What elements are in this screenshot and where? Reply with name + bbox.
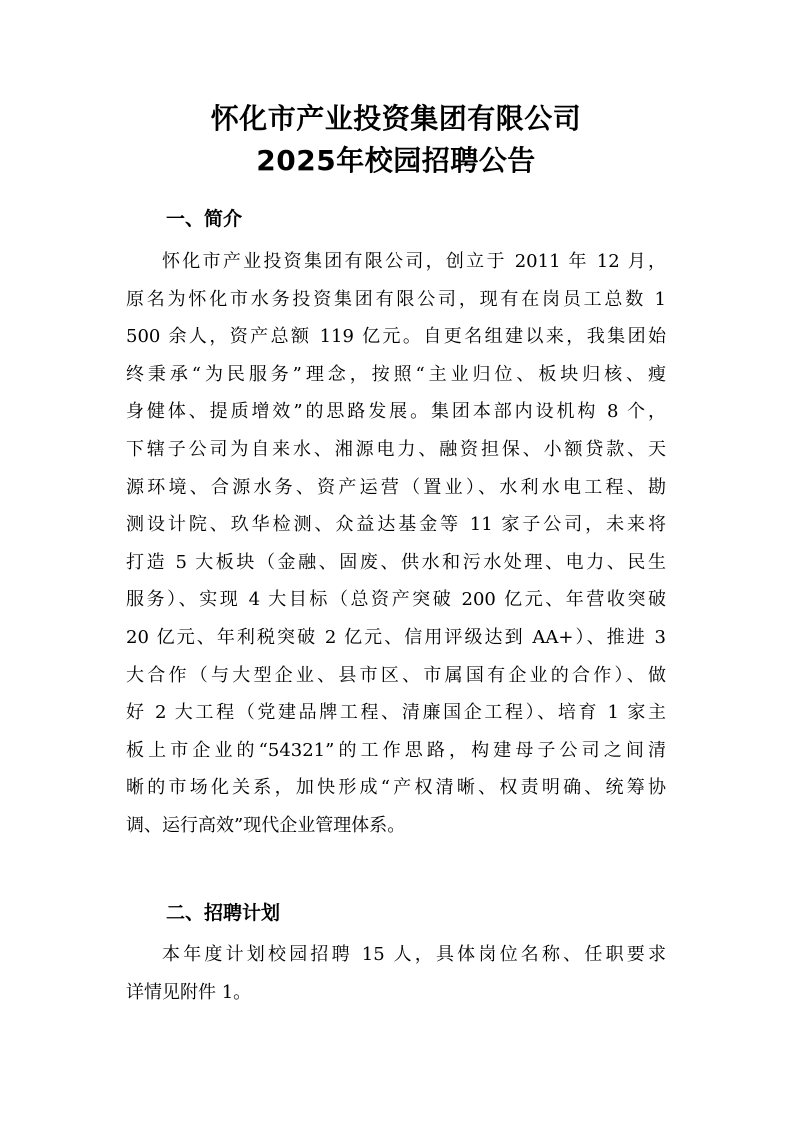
- document-title-line-1: 怀化市产业投资集团有限公司: [210, 102, 582, 135]
- paragraph-line: 打造 5 大板块（金融、固废、供水和污水处理、电力、民生: [126, 551, 666, 573]
- paragraph-line: 20 亿元、年利税突破 2 亿元、信用评级达到 AA+）、推进 3: [126, 626, 666, 648]
- paragraph-line: 服务）、实现 4 大目标（总资产突破 200 亿元、年营收突破: [126, 589, 666, 611]
- paragraph-line: 身健体、提质增效”的思路发展。集团本部内设机构 8 个，: [126, 401, 666, 423]
- paragraph-line: 晰的市场化关系，加快形成“产权清晰、权责明确、统筹协: [126, 777, 666, 799]
- paragraph-line: 好 2 大工程（党建品牌工程、清廉国企工程）、培育 1 家主: [126, 702, 666, 724]
- paragraph-line: 终秉承“为民服务”理念，按照“主业归位、板块归核、瘦: [126, 363, 666, 385]
- paragraph-line: 调、运行高效”现代企业管理体系。: [126, 814, 406, 836]
- paragraph-line: 500 余人，资产总额 119 亿元。自更名组建以来，我集团始: [126, 326, 666, 348]
- paragraph-line: 下辖子公司为自来水、湘源电力、融资担保、小额贷款、天: [126, 438, 666, 460]
- section-heading-introduction: 一、简介: [166, 208, 243, 230]
- paragraph-line: 本年度计划校园招聘 15 人，具体岗位名称、任职要求: [162, 944, 666, 965]
- section-heading-recruitment-plan: 二、招聘计划: [166, 902, 281, 924]
- paragraph-line: 详情见附件 1。: [126, 981, 252, 1003]
- paragraph-line: 测设计院、玖华检测、众益达基金等 11 家子公司，未来将: [126, 514, 666, 536]
- document-title-line-2: 2025年校园招聘公告: [256, 144, 536, 177]
- paragraph-line: 原名为怀化市水务投资集团有限公司，现有在岗员工总数 1: [126, 288, 666, 310]
- paragraph-line: 大合作（与大型企业、县市区、市属国有企业的合作）、做: [126, 664, 666, 686]
- paragraph-line: 源环境、合源水务、资产运营（置业）、水利水电工程、勘: [126, 476, 666, 498]
- introduction-paragraph: [126, 243, 666, 845]
- paragraph-line: 怀化市产业投资集团有限公司，创立于 2011 年 12 月，: [162, 251, 666, 272]
- paragraph-line: 板上市企业的“54321”的工作思路，构建母子公司之间清: [126, 739, 666, 761]
- recruitment-plan-paragraph: [126, 936, 666, 1011]
